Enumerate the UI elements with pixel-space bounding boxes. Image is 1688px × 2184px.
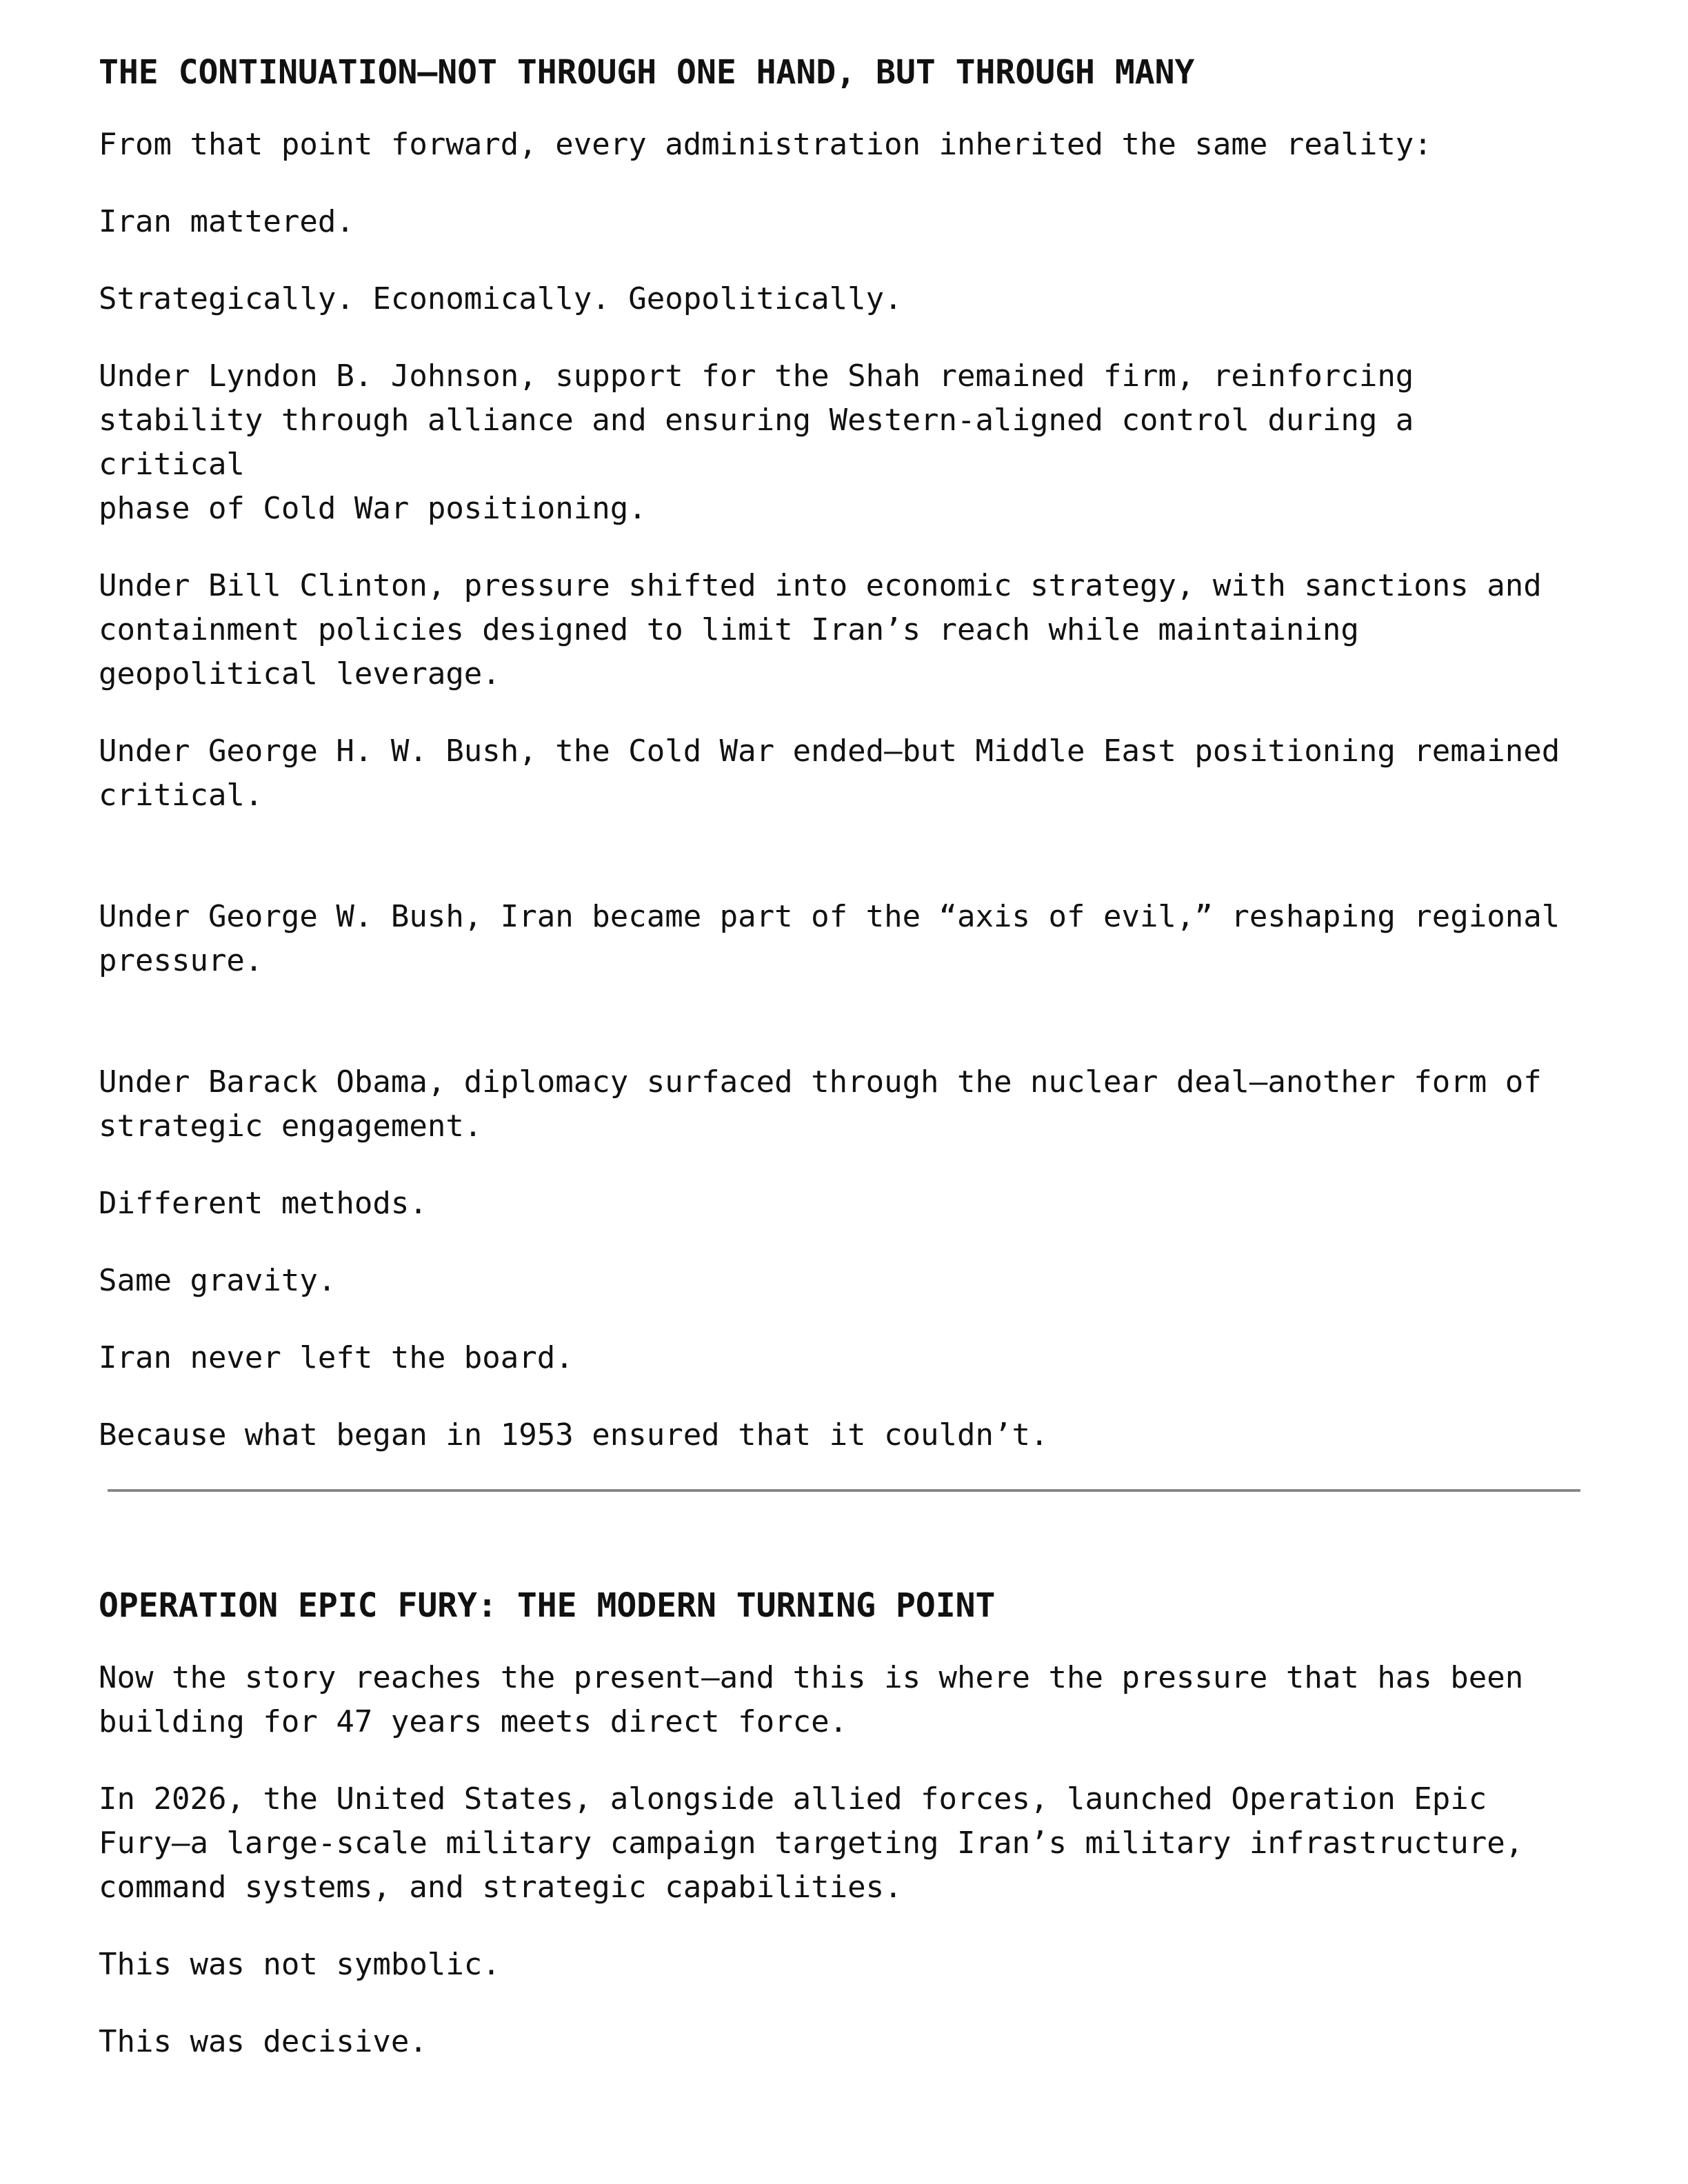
paragraph: Same gravity. [99, 1263, 336, 1298]
paragraph: Now the story reaches the present—and this is where the pressure that has been building for 47 years meets direct force. [99, 1660, 1524, 1739]
paragraph: Different methods. [99, 1186, 428, 1221]
paragraph: Because what began in 1953 ensured that it couldn’t. [99, 1417, 1049, 1453]
paragraph: Under George W. Bush, Iran became part of the “axis of evil,” reshaping regional pressure. [99, 899, 1560, 978]
paragraph: From that point forward, every administration inherited the same reality: [99, 127, 1432, 162]
paragraph: Under Lyndon B. Johnson, support for the Shah remained firm, reinforcing stability through alliance and ensuring Western-aligned control during a critical phase of Cold War positioning. [99, 358, 1414, 526]
document-page [99, 46, 1574, 2064]
section-heading-operation-epic-fury: OPERATION EPIC FURY: THE MODERN TURNING POINT [99, 1586, 996, 1625]
paragraph: This was not symbolic. [99, 1947, 501, 1982]
paragraph: Under George H. W. Bush, the Cold War ended—but Middle East positioning remained critical. [99, 734, 1560, 813]
section-heading-continuation: THE CONTINUATION—NOT THROUGH ONE HAND, BUT THROUGH MANY [99, 53, 1195, 92]
paragraph: In 2026, the United States, alongside allied forces, launched Operation Epic Fury—a large-scale military campaign targeting Iran’s military infrastructure, command systems, and strategic capabilities. [99, 1781, 1524, 1905]
paragraph: Iran mattered. [99, 204, 354, 239]
paragraph: Under Bill Clinton, pressure shifted into economic strategy, with sanctions and containment policies designed to limit Iran’s reach while maintaining geopolitical leverage. [99, 568, 1542, 691]
paragraph: Iran never left the board. [99, 1340, 574, 1375]
paragraph: Strategically. Economically. Geopolitically. [99, 281, 903, 316]
paragraph: Under Barack Obama, diplomacy surfaced through the nuclear deal—another form of strategic engagement. [99, 1064, 1542, 1144]
paragraph: This was decisive. [99, 2024, 428, 2059]
section-divider [108, 1489, 1580, 1492]
